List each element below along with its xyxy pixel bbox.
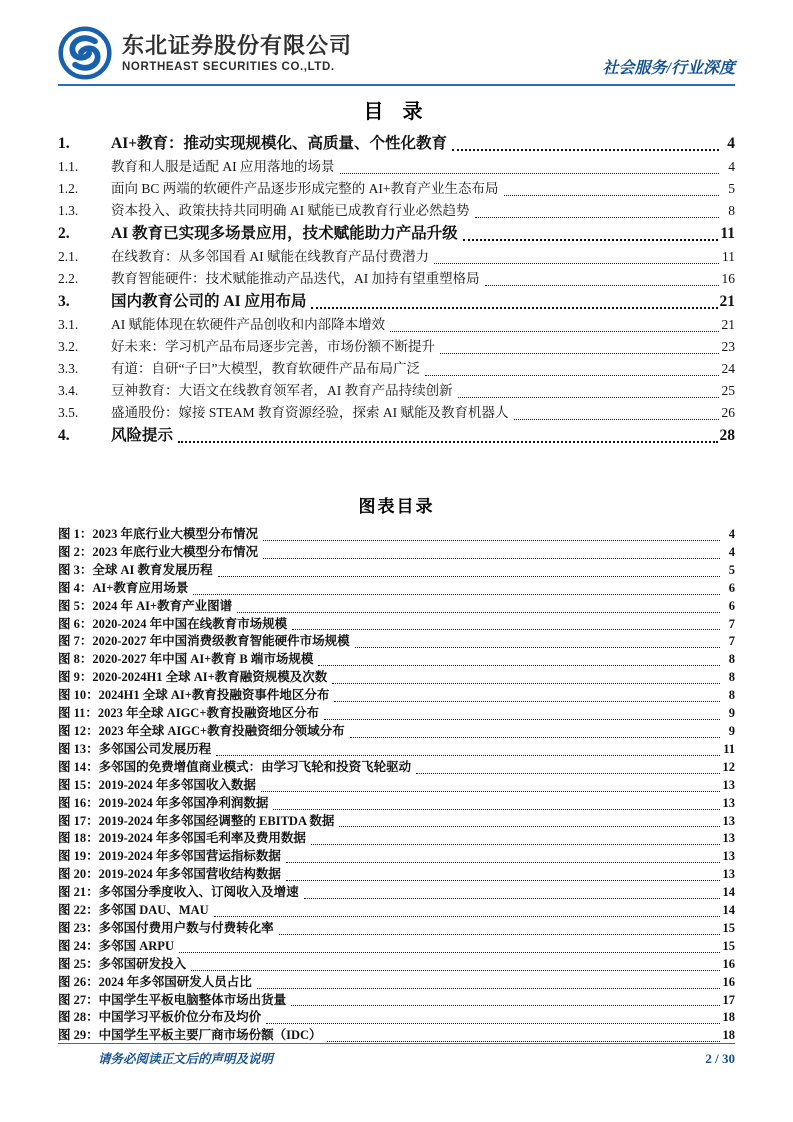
figure-entry-label: 图 28：中国学习平板价位分布及均价 [58,1010,262,1025]
leader-dots [475,200,720,218]
figure-entry-page: 9 [728,723,735,738]
figure-entry-label: 图 7：2020-2027 年中国消费级教育智能硬件市场规模 [58,634,350,649]
figure-entry [58,992,735,1010]
footer-page-number: 2 / 30 [705,1051,735,1066]
toc-entry-label: 盛通股份：嫁接 STEAM 教育资源经验，探索 AI 赋能及教育机器人 [111,405,509,420]
leader-dots [311,290,717,309]
leader-dots [311,830,720,845]
leader-dots [514,402,720,420]
figure-entry-page: 8 [728,652,735,667]
header-divider [58,84,735,86]
figure-toc-title: 图表目录 [358,497,435,516]
figure-entry-label: 图 1：2023 年底行业大模型分布情况 [58,527,259,541]
toc-entry [58,200,735,222]
toc-entry-label: 风险提示 [111,427,174,444]
figure-entry [58,777,735,795]
leader-dots [390,314,719,332]
figure-entry-page: 4 [728,527,735,541]
figure-entry [58,795,735,813]
leader-dots [327,1027,720,1042]
figure-entry-page: 16 [722,956,735,971]
toc-entry-page: 21 [719,293,735,310]
leader-dots [463,222,719,241]
leader-dots [193,580,720,595]
figure-entry-label: 图 29：中国学生平板主要厂商市场份额（IDC） [58,1028,322,1043]
figure-toc-list [58,526,735,1045]
toc-entry-page: 26 [721,405,735,420]
leader-dots [434,246,719,264]
toc-entry-number: 2.2. [58,271,79,286]
leader-dots [178,424,717,443]
figure-entry-page: 14 [722,903,735,918]
leader-dots [263,526,720,541]
leader-dots [440,336,719,354]
figure-entry-label: 图 11：2023 年全球 AIGC+教育投融资地区分布 [58,706,319,721]
figure-entry [58,616,735,634]
toc-entry-page: 8 [728,203,735,218]
toc-entry [58,290,735,314]
leader-dots [339,813,720,828]
leader-dots [485,268,719,286]
toc-entry-number: 2.1. [58,249,79,264]
toc-entry-label: 豆神教育：大语文在线教育领军者，AI 教育产品持续创新 [111,383,453,398]
figure-entry-page: 18 [722,1028,735,1043]
figure-entry-page: 16 [722,974,735,989]
figure-entry [58,580,735,598]
figure-entry [58,974,735,992]
toc-entry-number: 1. [58,135,70,152]
leader-dots [214,902,720,917]
leader-dots [292,616,720,631]
toc-entry [58,156,735,178]
figure-entry-page: 13 [722,777,735,792]
leader-dots [216,741,720,756]
toc-entry-page: 5 [728,181,735,196]
figure-entry-page: 13 [722,813,735,828]
leader-dots [291,992,720,1007]
leader-dots [286,866,720,881]
figure-entry-label: 图 16：2019-2024 年多邻国净利润数据 [58,795,269,810]
footer-divider [58,1043,735,1044]
leader-dots [355,633,720,648]
leader-dots [350,723,720,738]
figure-entry [58,544,735,562]
report-header [58,26,735,80]
figure-entry-page: 4 [728,544,735,559]
leader-dots [340,156,720,174]
figure-entry [58,562,735,580]
figure-entry-label: 图 4：AI+教育应用场景 [58,580,189,595]
toc-entry-number: 3.2. [58,339,79,354]
toc-entry-label: 在线教育：从多邻国看 AI 赋能在线教育产品付费潜力 [111,249,429,264]
leader-dots [273,795,720,810]
figure-entry-page: 7 [728,634,735,649]
footer-line [58,1049,735,1067]
figure-entry-page: 11 [723,741,735,756]
toc-entry-label: AI 赋能体现在软硬件产品创收和内部降本增效 [111,317,386,332]
figure-entry [58,687,735,705]
toc-title: 目 录 [363,101,430,123]
toc-entry [58,358,735,380]
toc-entry [58,268,735,290]
figure-entry-label: 图 23：多邻国付费用户数与付费转化率 [58,920,274,935]
leader-dots [261,777,720,792]
toc-entry-label: 有道：自研“子曰”大模型，教育软硬件产品布局广泛 [111,361,420,376]
leader-dots [257,974,720,989]
toc-list [58,132,735,448]
report-category: 社会服务/行业深度 [602,60,735,77]
toc-entry [58,424,735,448]
figure-entry-page: 15 [722,938,735,953]
leader-dots [263,544,720,559]
toc-entry [58,132,735,156]
toc-entry-number: 4. [58,427,70,444]
company-logo-icon [58,26,112,80]
figure-entry-page: 6 [728,580,735,595]
figure-entry [58,669,735,687]
company-name-cn: 东北证券股份有限公司 [122,32,353,58]
figure-entry-label: 图 13：多邻国公司发展历程 [58,741,212,756]
toc-entry-number: 1.1. [58,159,79,174]
company-logo-block [58,26,352,80]
toc-entry [58,402,735,424]
figure-entry-page: 5 [728,562,735,577]
figure-entry [58,651,735,669]
figure-entry [58,759,735,777]
leader-dots [334,687,720,702]
toc-entry-label: 好未来：学习机产品布局逐步完善，市场份额不断提升 [111,339,435,354]
leader-dots [458,380,719,398]
toc-entry-page: 4 [728,159,735,174]
toc-entry-page: 23 [721,339,735,354]
toc-entry-number: 3.3. [58,361,79,376]
figure-entry [58,813,735,831]
figure-entry-page: 14 [722,885,735,900]
figure-entry [58,741,735,759]
figure-entry-page: 8 [728,670,735,685]
figure-entry-page: 13 [722,849,735,864]
figure-entry-label: 图 25：多邻国研发投入 [58,956,187,971]
toc-entry-page: 25 [721,383,735,398]
toc-entry-page: 4 [727,135,735,152]
company-name-block [122,33,352,73]
toc-entry [58,380,735,402]
toc-entry-page: 16 [721,271,735,286]
figure-entry-page: 18 [722,1010,735,1025]
toc-entry-number: 3.1. [58,317,79,332]
figure-entry-label: 图 2：2023 年底行业大模型分布情况 [58,544,259,559]
figure-entry-page: 9 [728,706,735,721]
leader-dots [452,132,719,151]
figure-entry-label: 图 20：2019-2024 年多邻国营收结构数据 [58,867,281,882]
leader-dots [324,705,720,720]
leader-dots [237,598,720,613]
leader-dots [286,848,720,863]
toc-entry-number: 3.4. [58,383,79,398]
leader-dots [218,562,720,577]
toc-entry [58,314,735,336]
leader-dots [416,759,720,774]
figure-entry-page: 13 [722,795,735,810]
leader-dots [179,938,720,953]
figure-entry-label: 图 3：全球 AI 教育发展历程 [58,562,213,577]
toc-entry [58,222,735,246]
figure-entry-page: 7 [728,616,735,631]
toc-entry-page: 21 [721,317,735,332]
toc-entry-label: 面向 BC 两端的软硬件产品逐步形成完整的 AI+教育产业生态布局 [111,181,499,196]
figure-entry [58,848,735,866]
figure-entry-label: 图 9：2020-2024H1 全球 AI+教育融资规模及次数 [58,670,328,685]
figure-entry-label: 图 6：2020-2024 年中国在线教育市场规模 [58,616,288,631]
leader-dots [332,669,720,684]
toc-entry [58,246,735,268]
toc-entry-number: 2. [58,225,70,242]
leader-dots [318,651,720,666]
figure-entry-page: 8 [728,688,735,703]
figure-entry-label: 图 24：多邻国 ARPU [58,938,174,953]
figure-entry-label: 图 5：2024 年 AI+教育产业图谱 [58,598,233,613]
leader-dots [304,884,720,899]
toc-entry-page: 24 [721,361,735,376]
figure-entry [58,1009,735,1027]
figure-entry-page: 17 [722,992,735,1007]
leader-dots [425,358,719,376]
figure-entry-label: 图 10：2024H1 全球 AI+教育投融资事件地区分布 [58,688,330,703]
figure-entry [58,938,735,956]
toc-entry-label: 教育智能硬件：技术赋能推动产品迭代，AI 加持有望重塑格局 [111,271,480,286]
figure-entry [58,598,735,616]
leader-dots [279,920,720,935]
toc-entry-number: 1.3. [58,203,79,218]
figure-entry-label: 图 12：2023 年全球 AIGC+教育投融资细分领域分布 [58,723,345,738]
toc-entry-page: 28 [719,427,735,444]
toc-entry-label: 国内教育公司的 AI 应用布局 [111,293,307,310]
toc-entry-label: AI 教育已实现多场景应用，技术赋能助力产品升级 [111,225,458,242]
figure-entry-label: 图 26：2024 年多邻国研发人员占比 [58,974,252,989]
figure-entry-page: 15 [722,920,735,935]
figure-entry-page: 13 [722,867,735,882]
toc-entry [58,178,735,200]
leader-dots [504,178,720,196]
figure-entry-label: 图 8：2020-2027 年中国 AI+教育 B 端市场规模 [58,652,314,667]
toc-entry-label: 资本投入、政策扶持共同明确 AI 赋能已成教育行业必然趋势 [111,203,470,218]
figure-entry [58,920,735,938]
toc-entry-label: 教育和人服是适配 AI 应用落地的场景 [111,159,335,174]
figure-entry-label: 图 15：2019-2024 年多邻国收入数据 [58,777,256,792]
figure-entry [58,902,735,920]
figure-entry [58,956,735,974]
toc-entry-number: 3. [58,293,70,310]
toc-entry [58,336,735,358]
figure-entry [58,884,735,902]
page-footer [58,1043,735,1067]
toc-entry-label: AI+教育：推动实现规模化、高质量、个性化教育 [111,135,448,152]
toc-entry-number: 1.2. [58,181,79,196]
figure-entry [58,830,735,848]
leader-dots [191,956,720,971]
figure-entry-label: 图 27：中国学生平板电脑整体市场出货量 [58,992,287,1007]
figure-entry-label: 图 21：多邻国分季度收入、订阅收入及增速 [58,885,299,900]
figure-entry [58,866,735,884]
toc-entry-number: 3.5. [58,405,79,420]
leader-dots [266,1009,720,1024]
figure-entry [58,723,735,741]
company-name-en: NORTHEAST SECURITIES CO.,LTD. [122,61,335,74]
figure-entry-page: 6 [728,598,735,613]
figure-entry-label: 图 18：2019-2024 年多邻国毛利率及费用数据 [58,831,306,846]
figure-entry-page: 12 [722,759,735,774]
toc-entry-page: 11 [720,225,735,242]
figure-entry [58,705,735,723]
footer-disclaimer: 请务必阅读正文后的声明及说明 [98,1052,274,1066]
figure-entry-label: 图 14：多邻国的免费增值商业模式：由学习飞轮和投资飞轮驱动 [58,759,412,774]
figure-entry-page: 13 [722,831,735,846]
figure-entry-label: 图 22：多邻国 DAU、MAU [58,903,209,918]
figure-entry-label: 图 17：2019-2024 年多邻国经调整的 EBITDA 数据 [58,813,335,828]
figure-entry-label: 图 19：2019-2024 年多邻国营运指标数据 [58,849,281,864]
toc-entry-page: 11 [722,249,735,264]
figure-entry [58,633,735,651]
figure-entry [58,526,735,544]
